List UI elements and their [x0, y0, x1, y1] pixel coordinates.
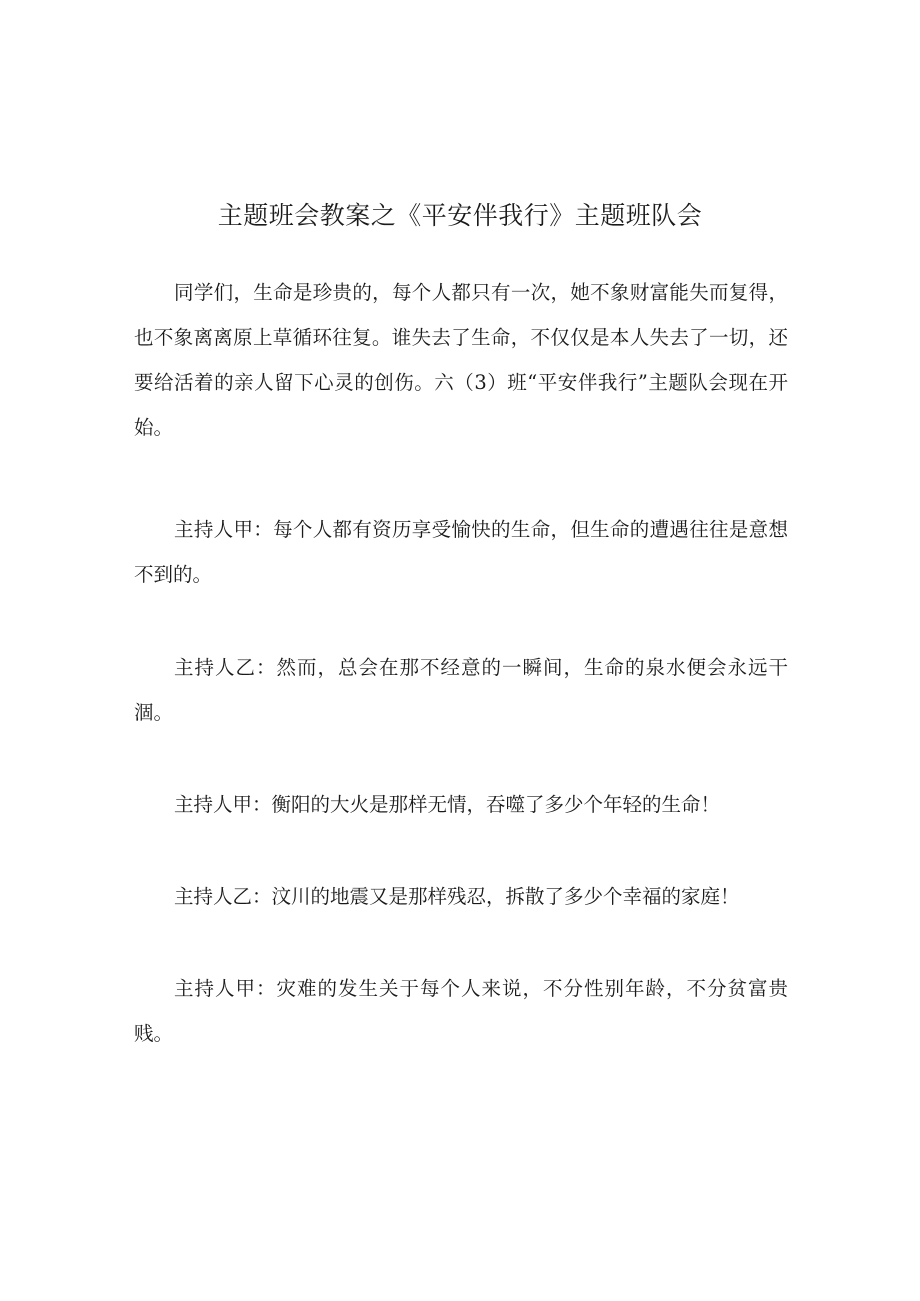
- host-a-line-1: 主持人甲：每个人都有资历享受愉快的生命，但生命的遭遇往往是意想不到的。: [134, 518, 788, 586]
- intro-paragraph: 同学们，生命是珍贵的，每个人都只有一次，她不象财富能失而复得，也不象离离原上草循环往复。谁失去了生命，不仅仅是本人失去了一切，还要给活着的亲人留下心灵的创伤。六（3）班“平安伴我行”主题队会现在开始。: [134, 281, 788, 439]
- host-a-line-3: 主持人甲：灾难的发生关于每个人来说，不分性别年龄，不分贫富贵贱。: [134, 977, 788, 1045]
- host-b-line-1: 主持人乙：然而，总会在那不经意的一瞬间，生命的泉水便会永远干涸。: [134, 656, 788, 724]
- document-title: 主题班会教案之《平安伴我行》主题班队会: [217, 201, 703, 230]
- host-b-line-2: 主持人乙：汶川的地震又是那样残忍，拆散了多少个幸福的家庭！: [174, 885, 740, 908]
- host-a-line-2: 主持人甲：衡阳的大火是那样无情，吞噬了多少个年轻的生命！: [174, 793, 721, 816]
